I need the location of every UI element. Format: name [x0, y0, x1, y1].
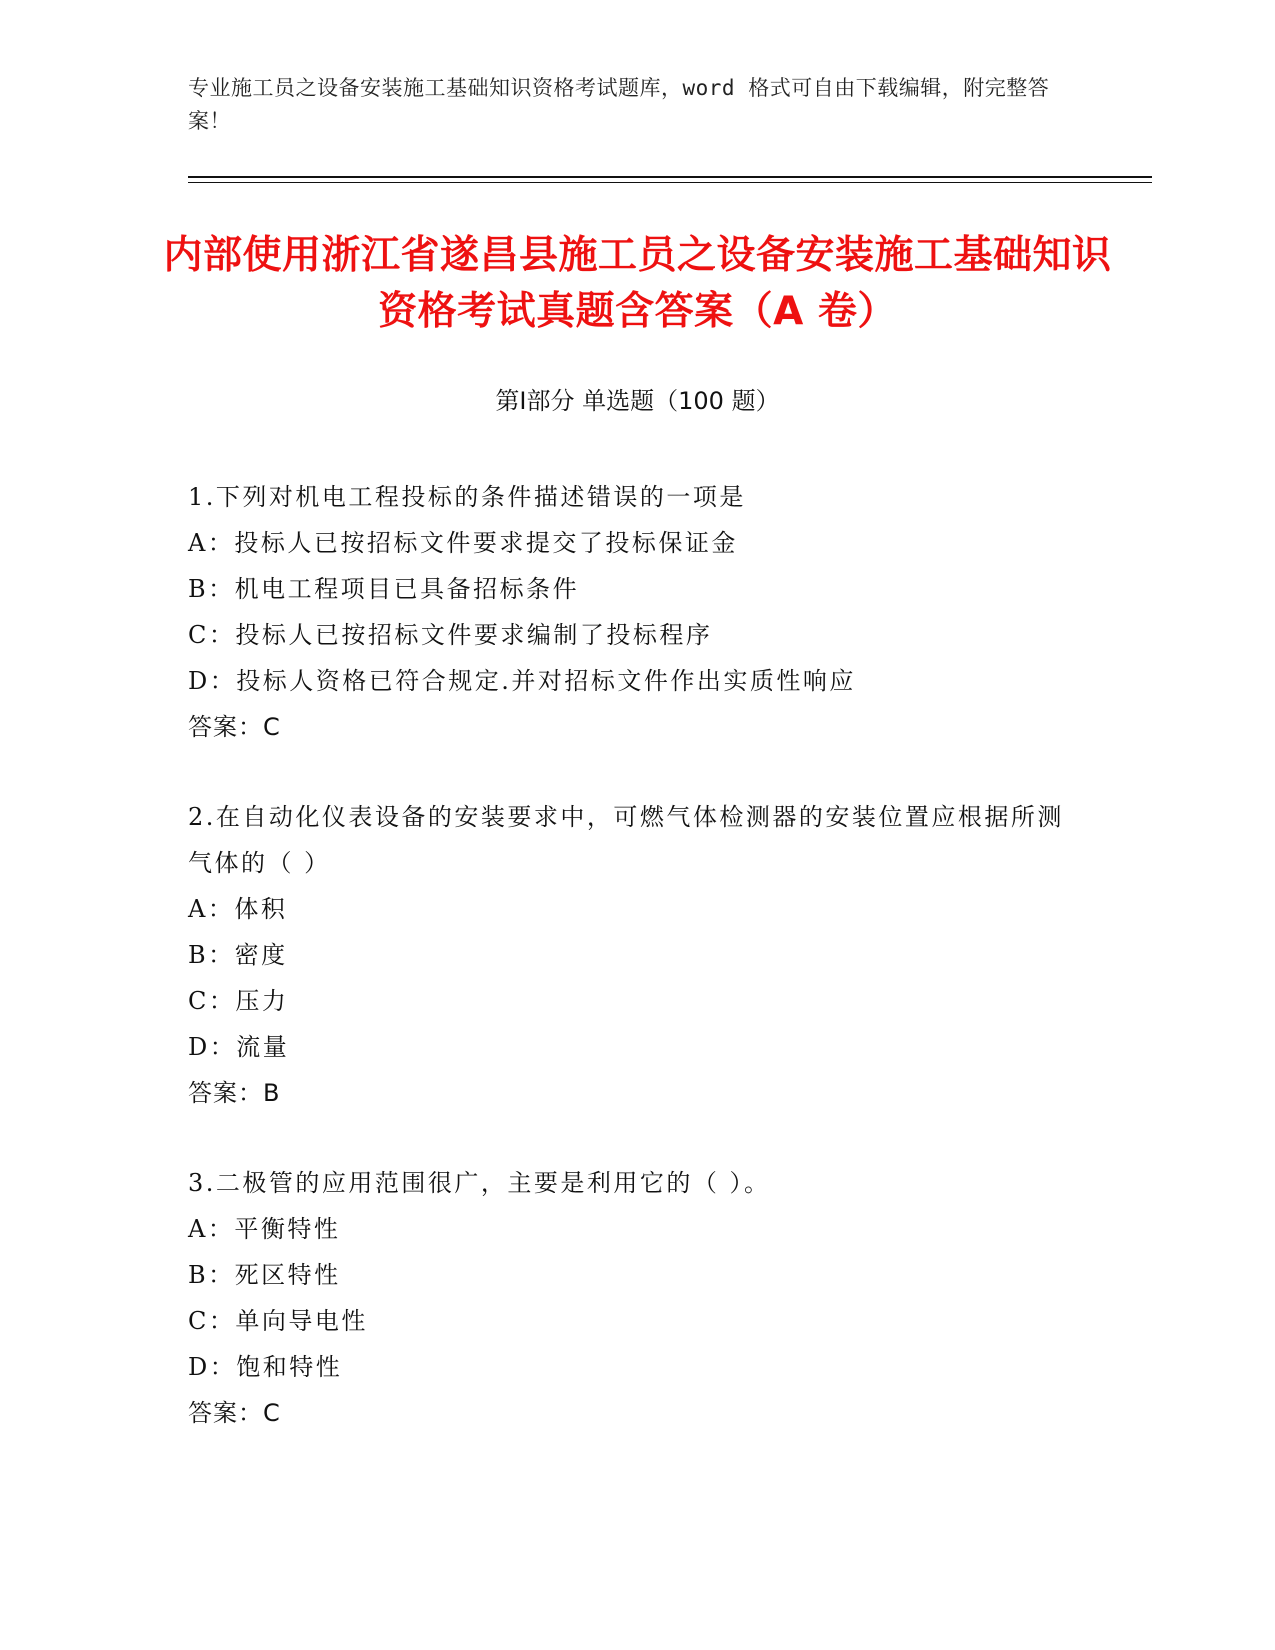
header-rule-thin	[188, 182, 1152, 183]
option-c: C：单向导电性	[188, 1307, 368, 1335]
option-a: A：投标人已按招标文件要求提交了投标保证金	[188, 529, 738, 557]
option-c: C：投标人已按招标文件要求编制了投标程序	[188, 621, 713, 649]
option-b: B：密度	[188, 941, 288, 969]
question-stem: 3.二极管的应用范围很广，主要是利用它的（ ）。	[188, 1169, 771, 1197]
question-stem: 2.在自动化仪表设备的安装要求中，可燃气体检测器的安装位置应根据所测气体的（ ）	[188, 803, 1064, 877]
question-2	[188, 794, 1088, 1116]
option-d: D：流量	[188, 1033, 290, 1061]
question-stem: 1.下列对机电工程投标的条件描述错误的一项是	[188, 483, 746, 511]
option-d: D：投标人资格已符合规定.并对招标文件作出实质性响应	[188, 667, 856, 695]
option-a: A：平衡特性	[188, 1215, 341, 1243]
header-rule-thick	[188, 176, 1152, 178]
question-gap	[188, 1116, 1088, 1160]
section-title: 第Ⅰ部分 单选题（100 题）	[495, 387, 780, 415]
answer-text: 答案：C	[188, 1399, 281, 1427]
option-b: B：死区特性	[188, 1261, 341, 1289]
option-c: C：压力	[188, 987, 289, 1015]
option-a: A：体积	[188, 895, 288, 923]
question-list	[188, 474, 1088, 1436]
option-b: B：机电工程项目已具备招标条件	[188, 575, 580, 603]
question-3	[188, 1160, 1088, 1436]
header-note: 专业施工员之设备安装施工基础知识资格考试题库，word 格式可自由下载编辑，附完整答案！	[188, 76, 1050, 133]
document-title: 内部使用浙江省遂昌县施工员之设备安装施工基础知识资格考试真题含答案（A 卷）	[163, 233, 1112, 334]
question-gap	[188, 750, 1088, 794]
answer-text: 答案：B	[188, 1079, 281, 1107]
option-d: D：饱和特性	[188, 1353, 343, 1381]
answer-text: 答案：C	[188, 713, 281, 741]
question-1	[188, 474, 1088, 750]
